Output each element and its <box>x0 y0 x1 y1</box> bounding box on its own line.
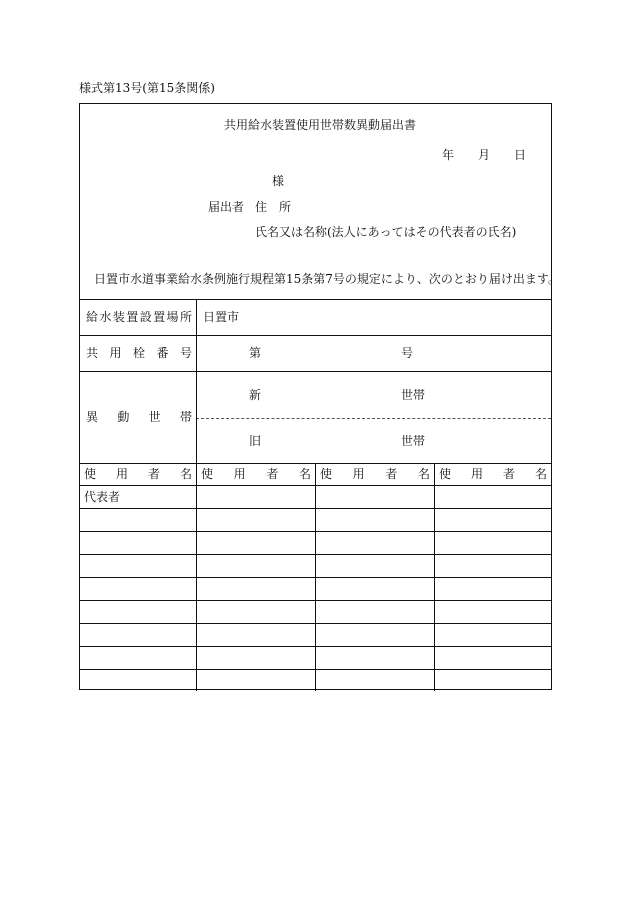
statement: 日置市水道事業給水条例施行規程第15条第7号の規定により、次のとおり届け出ます。 <box>94 272 560 286</box>
hydrant-label: 共 用 栓 番 号 <box>86 346 192 360</box>
location-value: 日置市 <box>203 310 240 324</box>
representative-label: 代表者 <box>84 490 121 504</box>
date-year: 年 <box>442 148 455 162</box>
applicant-address-label: 住 所 <box>255 200 292 214</box>
location-label: 給 水 装 置 設 置 場 所 <box>86 310 192 324</box>
users-header-3: 使 用 者 名 <box>320 467 430 481</box>
users-header-1: 使 用 者 名 <box>84 467 192 481</box>
change-label: 異 動 世 帯 <box>86 410 192 424</box>
change-old-unit: 世帯 <box>401 434 426 448</box>
form-title: 共用給水装置使用世帯数異動届出書 <box>224 118 417 132</box>
date-month: 月 <box>478 148 491 162</box>
hydrant-prefix: 第 <box>249 346 262 360</box>
users-header-4: 使 用 者 名 <box>439 467 547 481</box>
change-old-label: 旧 <box>249 434 262 448</box>
hydrant-suffix: 号 <box>401 346 414 360</box>
applicant-label: 届出者 <box>208 200 245 214</box>
applicant-name-label: 氏名又は名称(法人にあってはその代表者の氏名) <box>255 225 517 239</box>
form-box <box>79 103 560 690</box>
change-new-unit: 世帯 <box>401 388 426 402</box>
form-number: 様式第13号(第15条関係) <box>79 81 215 95</box>
addressee-suffix: 様 <box>272 174 285 188</box>
date-day: 日 <box>514 148 527 162</box>
users-header-2: 使 用 者 名 <box>201 467 311 481</box>
change-new-label: 新 <box>249 388 262 402</box>
